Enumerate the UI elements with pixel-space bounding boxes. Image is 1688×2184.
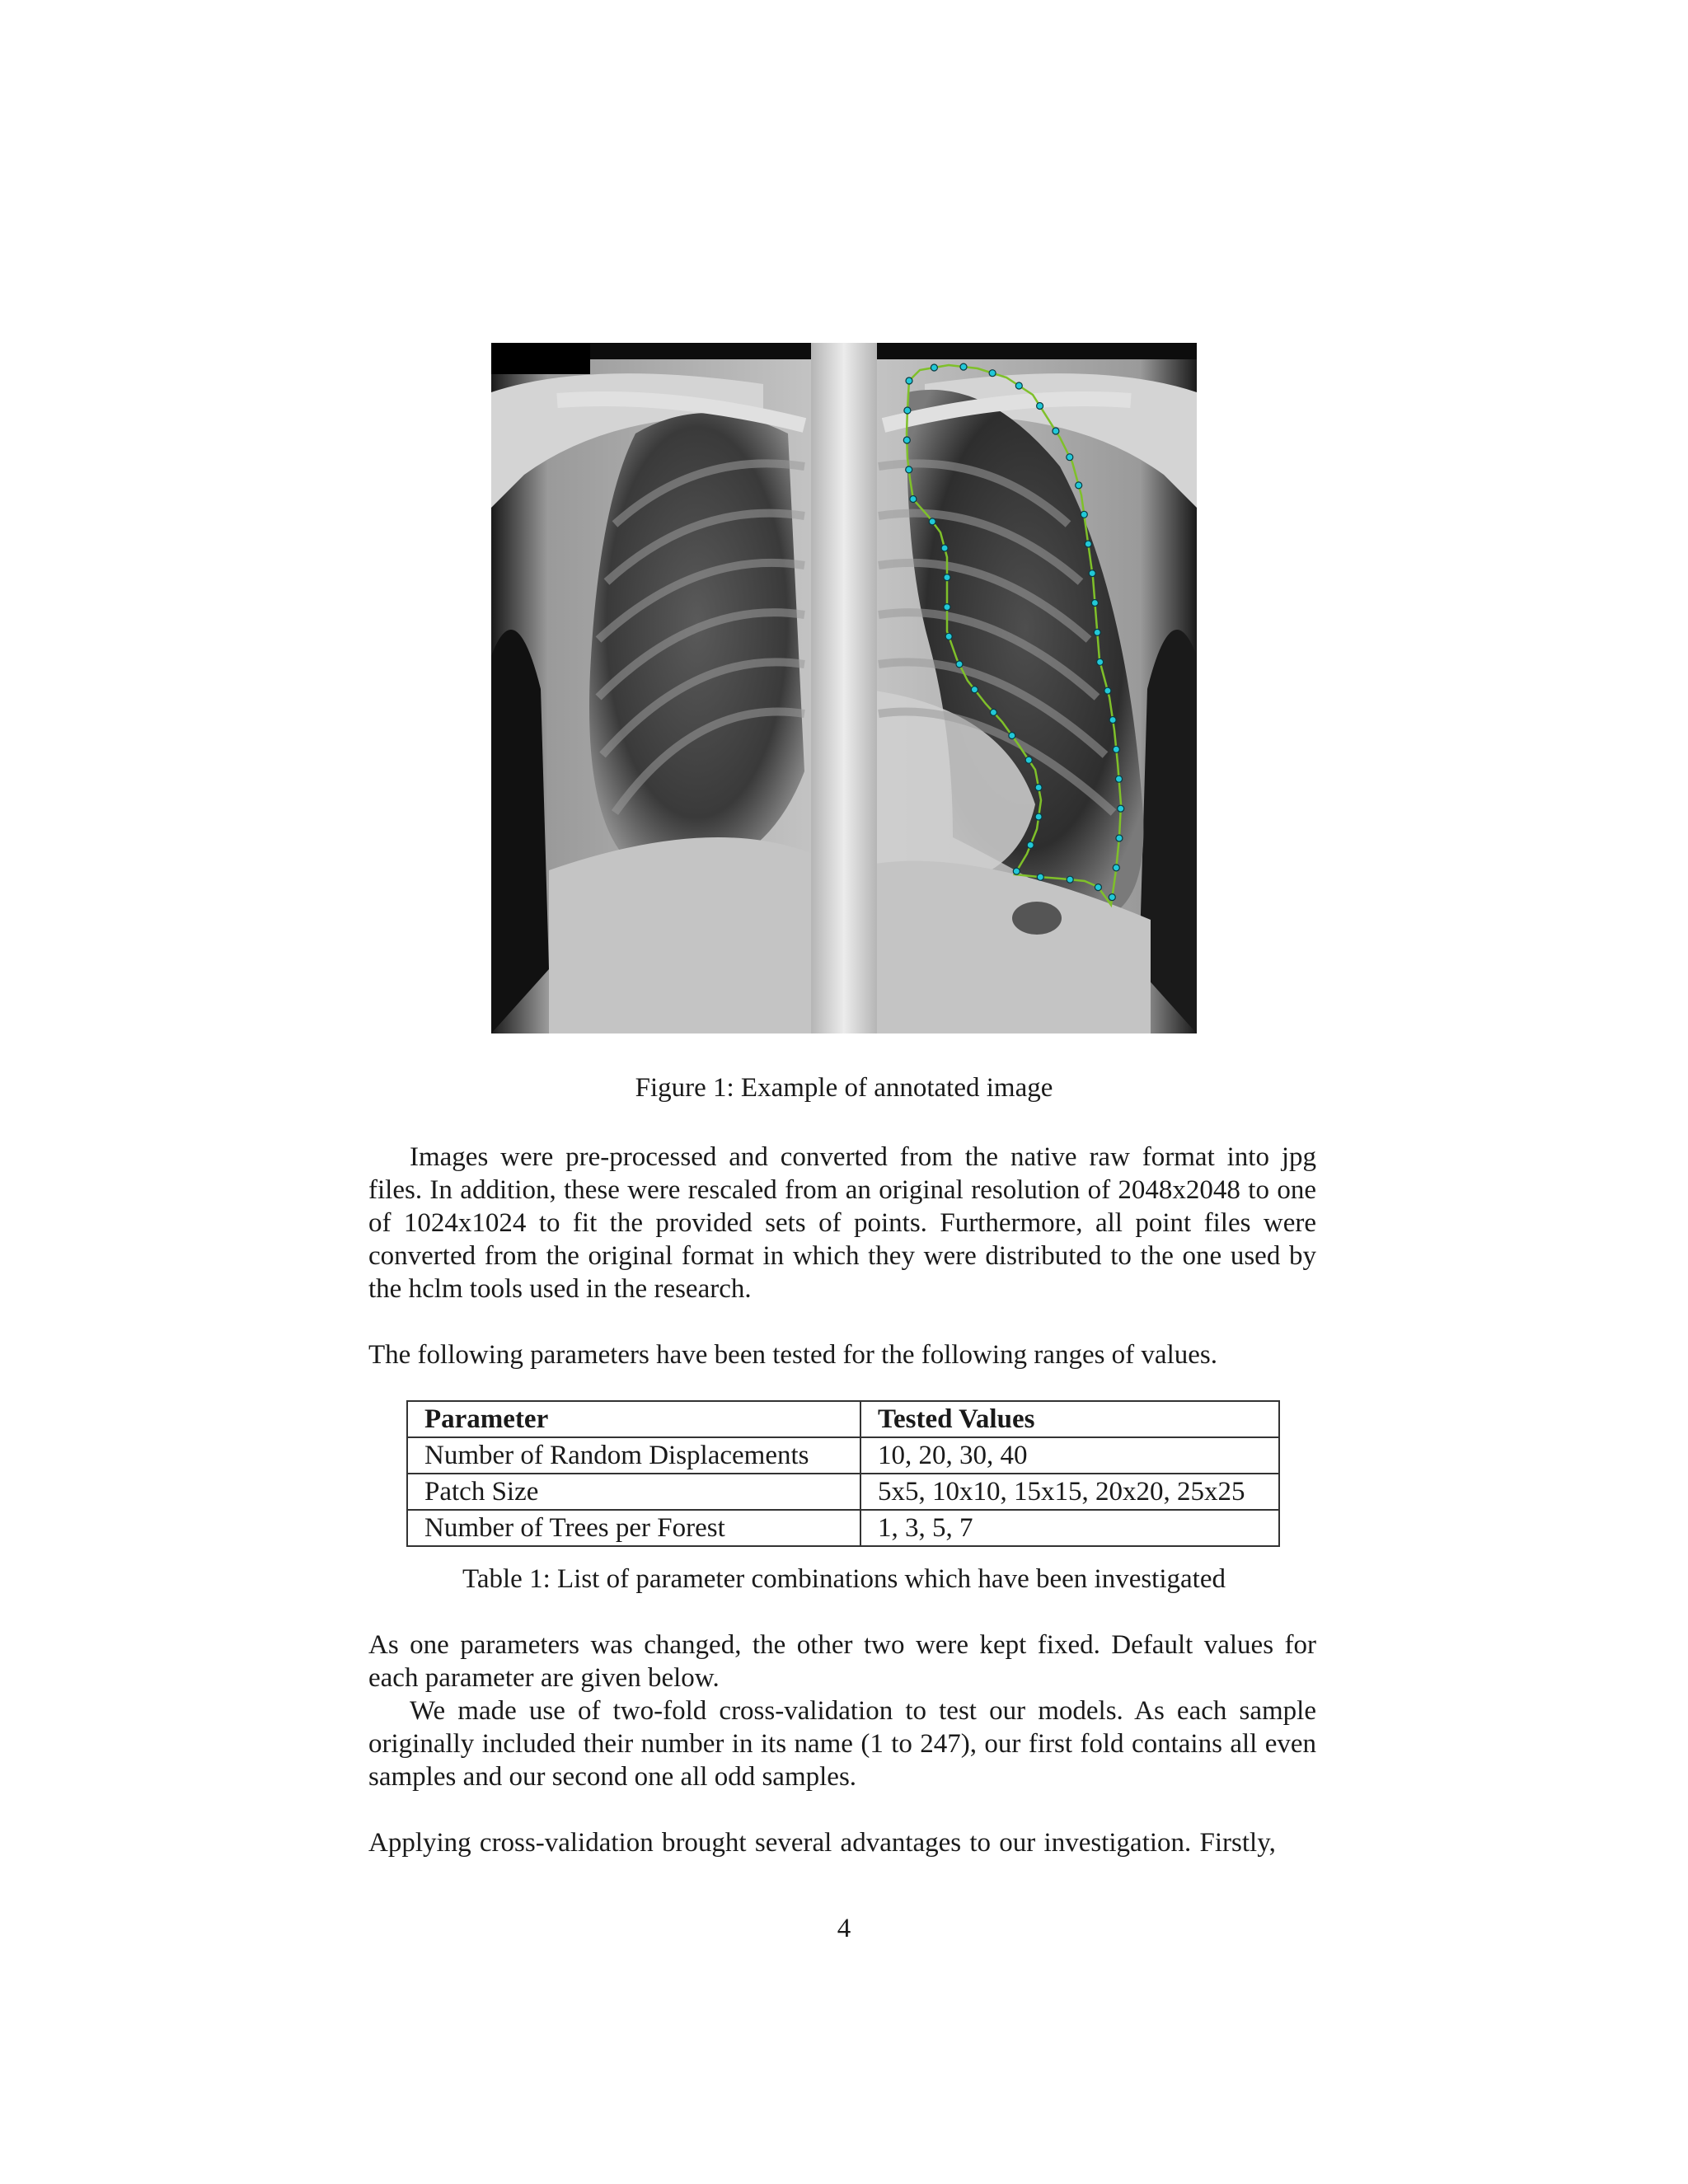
- table-caption: Table 1: List of parameter combinations which have been investigated: [462, 1564, 1226, 1594]
- landmark-point: [910, 496, 917, 503]
- table-header-tested-values: Tested Values: [860, 1401, 1279, 1437]
- landmark-point: [1116, 835, 1123, 841]
- landmark-point: [1013, 868, 1020, 874]
- landmark-point: [1089, 570, 1095, 577]
- landmark-point: [1067, 454, 1073, 461]
- landmark-point: [1095, 884, 1101, 891]
- landmark-point: [903, 437, 910, 443]
- paragraph-fixed-parameters: As one parameters was changed, the other two were kept fixed. Default values for each parameter are given below.: [368, 1630, 1316, 1693]
- landmark-point: [1081, 511, 1087, 518]
- landmark-point: [929, 518, 935, 525]
- landmark-point: [906, 466, 912, 473]
- landmark-point: [1113, 865, 1119, 871]
- landmark-point: [1109, 717, 1116, 724]
- paragraph-preprocessing: Images were pre-processed and converted from the native raw format into jpg files. In addition, these were rescaled from an original resolution of 2048x2048 to one of 1024x1024 to fit the provided sets of points. Furthermore, all point files were converted from the original format in which they were distributed to the one used by the hclm tools used in the research.: [368, 1142, 1316, 1304]
- landmark-point: [1035, 813, 1042, 820]
- landmark-point: [1109, 894, 1115, 901]
- landmark-point: [1037, 403, 1043, 410]
- landmark-point: [1027, 841, 1034, 848]
- table-row: [407, 1437, 1279, 1474]
- landmark-point: [1076, 482, 1082, 489]
- annotated-xray-figure: [491, 343, 1197, 1033]
- table-cell: 1, 3, 5, 7: [860, 1510, 1279, 1546]
- landmark-point: [1116, 776, 1123, 782]
- landmark-point: [945, 633, 952, 640]
- landmark-point: [1067, 876, 1073, 883]
- table-header-parameter: Parameter: [407, 1401, 860, 1437]
- landmark-point: [944, 574, 950, 581]
- table-row: [407, 1510, 1279, 1546]
- landmark-point: [1091, 600, 1098, 607]
- landmark-point: [904, 407, 911, 414]
- landmark-point: [1009, 733, 1015, 739]
- paragraph-parameters-intro: The following parameters have been tested for the following ranges of values.: [368, 1340, 1217, 1370]
- table-cell: 10, 20, 30, 40: [860, 1437, 1279, 1474]
- landmark-point: [1053, 428, 1059, 434]
- landmark-point: [960, 363, 967, 370]
- chest-xray-image: [491, 343, 1197, 1033]
- landmark-point: [1118, 805, 1124, 812]
- landmark-point: [1094, 629, 1100, 635]
- landmark-point: [971, 687, 978, 693]
- landmark-point: [931, 364, 937, 371]
- landmark-point: [956, 661, 963, 668]
- landmark-point: [1037, 874, 1043, 880]
- parameter-table: [406, 1400, 1280, 1547]
- landmark-point: [1113, 746, 1119, 752]
- landmark-point: [944, 604, 950, 611]
- table-row: [407, 1474, 1279, 1510]
- page-number: 4: [837, 1914, 851, 1943]
- landmark-point: [990, 709, 996, 715]
- figure-caption: Figure 1: Example of annotated image: [635, 1073, 1053, 1103]
- landmark-point: [1025, 757, 1032, 763]
- landmark-point: [1035, 785, 1042, 791]
- landmark-point: [906, 377, 912, 384]
- landmark-point: [1097, 658, 1104, 665]
- paragraph-advantages: Applying cross-validation brought several advantages to our investigation. Firstly,: [368, 1828, 1276, 1858]
- landmark-point: [1104, 687, 1111, 694]
- table-cell: Patch Size: [407, 1474, 860, 1510]
- landmark-point: [941, 545, 948, 551]
- landmark-point: [989, 370, 996, 377]
- paragraph-cross-validation: We made use of two-fold cross-validation to test our models. As each sample originally included their number in its name (1 to 247), our first fold contains all even samples and our second one all odd samples.: [368, 1696, 1316, 1792]
- table-header-row: [407, 1401, 1279, 1437]
- table-cell: Number of Trees per Forest: [407, 1510, 860, 1546]
- landmark-point: [1085, 541, 1091, 547]
- table-cell: Number of Random Displacements: [407, 1437, 860, 1474]
- table-cell: 5x5, 10x10, 15x15, 20x20, 25x25: [860, 1474, 1279, 1510]
- landmark-point: [1015, 382, 1022, 389]
